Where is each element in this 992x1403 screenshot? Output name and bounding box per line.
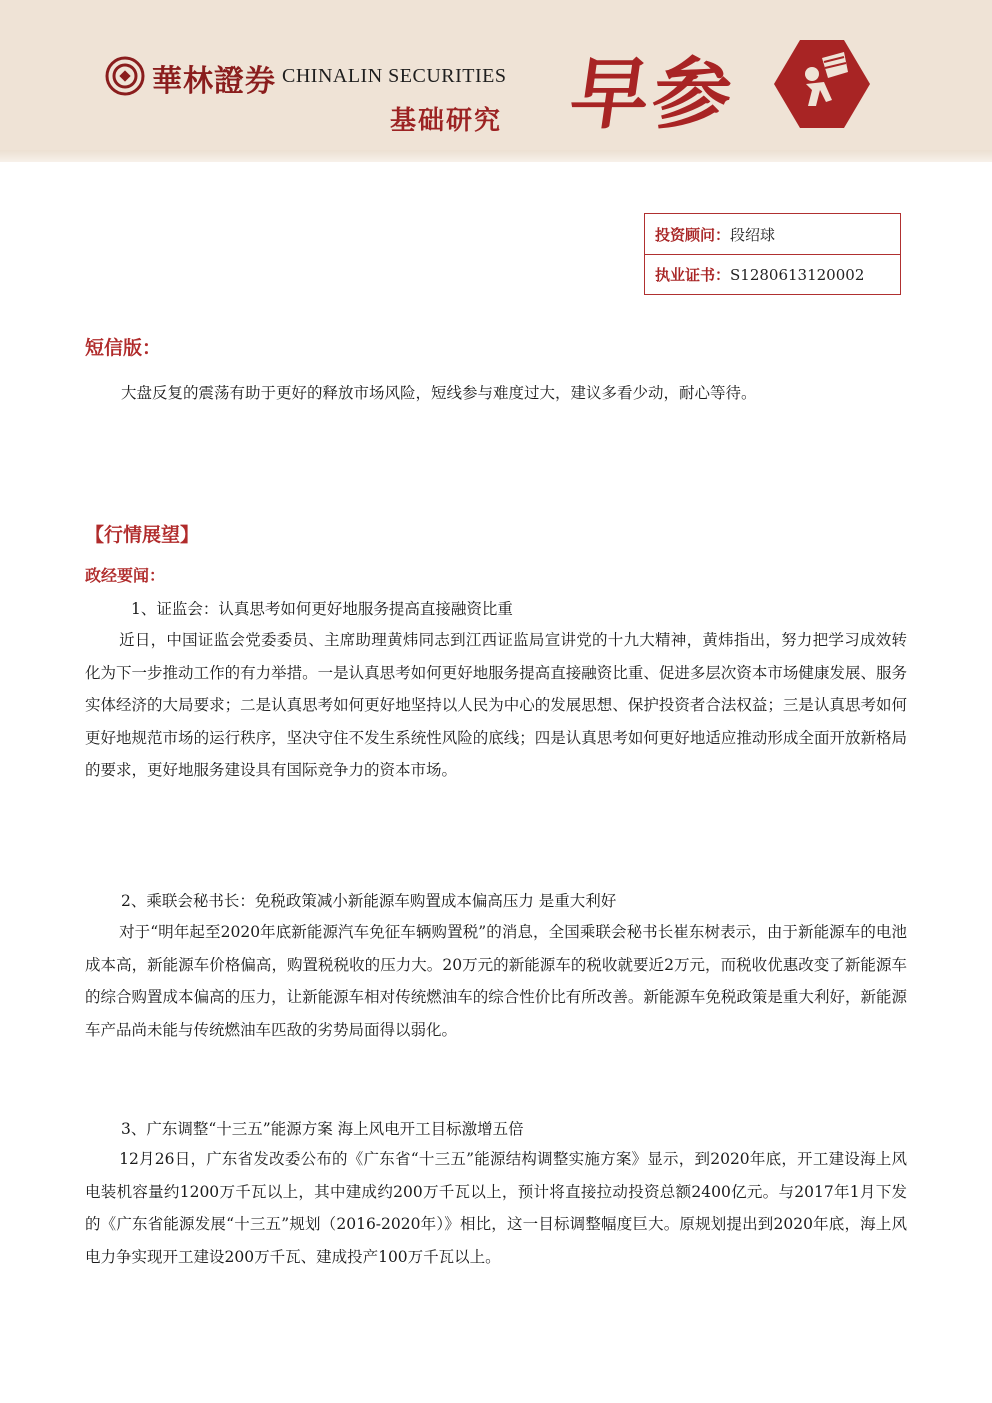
market-outlook-heading: 【行情展望】 — [85, 524, 200, 546]
sms-summary-text: 大盘反复的震荡有助于更好的释放市场风险，短线参与难度过大，建议多看少动，耐心等待。 — [121, 384, 757, 402]
advisor-name-row — [645, 214, 900, 254]
news-item-body: 近日，中国证监会党委委员、主席助理黄炜同志到江西证监局宣讲党的十九大精神，黄炜指出，努力把学习成效转化为下一步推动工作的有力举措。一是认真思考如何更好地服务提高直接融资比重、促进多层次资本市场健康发展、服务实体经济的大局要求；二是认真思考如何更好地坚持以人民为中心的发展思想、保护投资者合法权益；三是认真思考如何更好地规范市场的运行秩序，坚决守住不发生系统性风险的底线；四是认真思考如何更好地适应推动形成全面开放新格局的要求，更好地服务建设具有国际竞争力的资本市场。 — [85, 631, 907, 780]
news-item-title: 3、广东调整“十三五”能源方案 海上风电开工目标激增五倍 — [121, 1120, 524, 1138]
brand-name-cn: 華林證券 — [152, 64, 276, 99]
brand-name-en: CHINALIN SECURITIES — [282, 65, 507, 87]
policy-news-heading: 政经要闻： — [85, 566, 166, 585]
header-band-shade — [0, 150, 992, 162]
page-title: 早参 — [564, 49, 742, 140]
advisor-info-box — [644, 213, 901, 295]
news-item-title: 2、乘联会秘书长：免税政策减小新能源车购置成本偏高压力 是重大利好 — [121, 892, 617, 910]
news-item-title: 1、证监会：认真思考如何更好地服务提高直接融资比重 — [131, 600, 513, 618]
advisor-name-value: 段绍球 — [730, 225, 776, 244]
advisor-license-label: 执业证书： — [655, 266, 731, 284]
reader-emblem-icon — [772, 38, 872, 130]
advisor-license-row — [645, 254, 900, 294]
advisor-license-value: S1280613120002 — [730, 265, 865, 284]
company-logo-icon — [105, 56, 145, 96]
sms-section-heading: 短信版： — [85, 337, 162, 359]
advisor-name-label: 投资顾问： — [655, 225, 731, 244]
header-subtitle: 基础研究 — [390, 106, 503, 136]
news-item-body: 12月26日，广东省发改委公布的《广东省“十三五”能源结构调整实施方案》显示，到2020年底，开工建设海上风电装机容量约1200万千瓦以上，其中建成约200万千瓦以上，预计将直接拉动投资总额2400亿元。与2017年1月下发的《广东省能源发展“十三五”规划（2016-2020年）》相比，这一目标调整幅度巨大。原规划提出到2020年底，海上风电力争实现开工建设200万千瓦、建成投产100万千瓦以上。 — [85, 1150, 907, 1266]
news-item-body: 对于“明年起至2020年底新能源汽车免征车辆购置税”的消息，全国乘联会秘书长崔东树表示，由于新能源车的电池成本高，新能源车价格偏高，购置税税收的压力大。20万元的新能源车的税收就要近2万元，而税收优惠改变了新能源车的综合购置成本偏高的压力，让新能源车相对传统燃油车的综合性价比有所改善。新能源车免税政策是重大利好，新能源车产品尚未能与传统燃油车匹敌的劣势局面得以弱化。 — [85, 923, 907, 1039]
